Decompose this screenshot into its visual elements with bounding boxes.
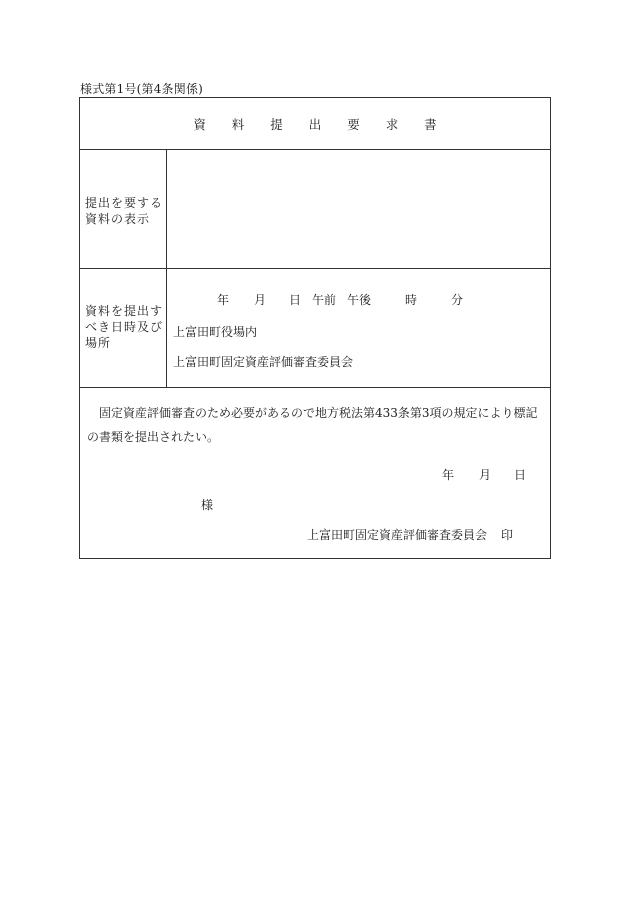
when-where-value-cell: [167, 269, 550, 387]
issuer-name: 上富田町固定資産評価審査委員会: [306, 528, 487, 542]
document-title: 資 料 提 出 要 求 書: [193, 117, 448, 132]
when-where-label-cell: [80, 269, 167, 387]
when-where-label: 資料を提出すべき日時及び場所: [85, 304, 164, 350]
materials-label-cell: [80, 150, 167, 268]
issue-month-label: 月: [479, 468, 492, 482]
year-label: 年: [217, 293, 230, 307]
form-frame: [79, 97, 551, 559]
request-section: [80, 388, 550, 558]
addressee-suffix: 様: [201, 498, 214, 512]
place-line-1: 上富田町役場内: [173, 325, 258, 339]
materials-value-cell: [167, 150, 550, 268]
when-where-row: [80, 269, 550, 388]
title-row: [80, 98, 550, 150]
submission-datetime: [167, 291, 552, 307]
issuer-line: [307, 526, 513, 543]
request-text: 固定資産評価審査のため必要があるので地方税法第433条第3項の規定により標記の書類を提出されたい。: [87, 406, 538, 444]
month-label: 月: [254, 293, 267, 307]
minute-label: 分: [451, 293, 464, 307]
seal-mark: 印: [500, 528, 513, 542]
hour-label: 時: [405, 293, 418, 307]
place-line-2: 上富田町固定資産評価審査委員会: [173, 355, 354, 369]
am-label: 午前: [312, 293, 337, 307]
issue-day-label: 日: [514, 468, 527, 482]
materials-label: 提出を要する資料の表示: [85, 196, 164, 226]
day-label: 日: [289, 293, 302, 307]
form-number: 様式第1号(第4条関係): [80, 82, 204, 96]
materials-row: [80, 150, 550, 269]
pm-label: 午後: [347, 293, 372, 307]
issue-year-label: 年: [442, 468, 455, 482]
